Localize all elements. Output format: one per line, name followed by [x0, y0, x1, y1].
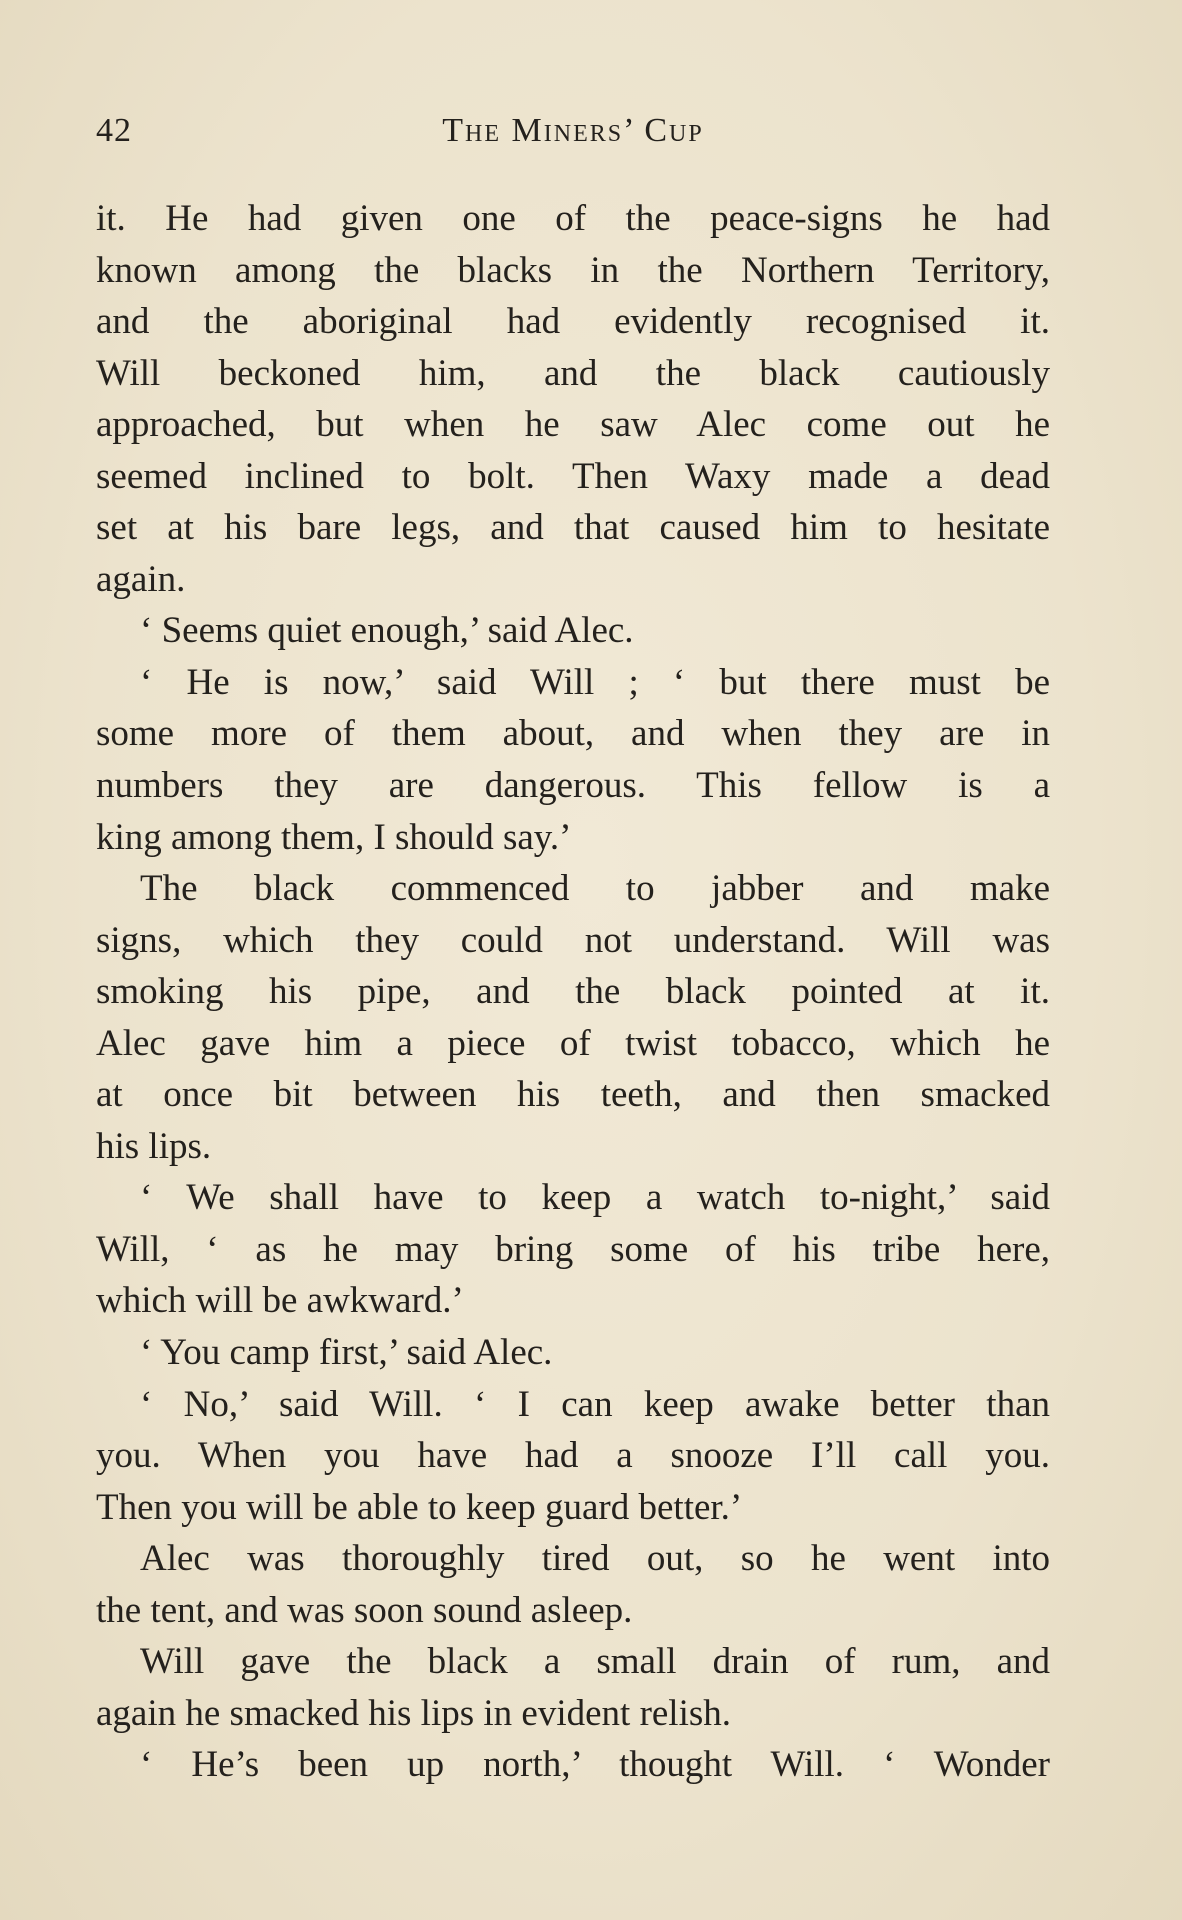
text-line: it. He had given one of the peace-signs he had	[96, 198, 1050, 239]
text-line: The black commenced to jabber and make	[140, 868, 1050, 910]
page-header	[96, 112, 1050, 158]
text-line: Will gave the black a small drain of rum, and	[140, 1641, 1050, 1683]
text-line: ‘ He’s been up north,’ thought Will. ‘ Wonder	[140, 1744, 1050, 1786]
text-line: his lips.	[96, 1125, 212, 1167]
text-line: approached, but when he saw Alec come out he	[96, 404, 1050, 446]
text-line: smoking his pipe, and the black pointed at it.	[96, 971, 1050, 1013]
text-line: at once bit between his teeth, and then smacked	[96, 1074, 1050, 1116]
text-line: Will, ‘ as he may bring some of his tribe here,	[96, 1228, 1050, 1270]
body-text	[96, 193, 1050, 1791]
text-line: ‘ He is now,’ said Will ; ‘ but there must be	[140, 661, 1050, 703]
text-line: ‘ You camp first,’ said Alec.	[140, 1332, 553, 1374]
text-line: set at his bare legs, and that caused him to hesitate	[96, 507, 1050, 549]
page-number: 42	[96, 112, 132, 149]
text-line: you. When you have had a snooze I’ll call you.	[96, 1435, 1050, 1477]
text-line: again.	[96, 558, 186, 600]
text-line: numbers they are dangerous. This fellow is a	[96, 765, 1050, 807]
text-line: the tent, and was soon sound asleep.	[96, 1589, 633, 1631]
text-line: again he smacked his lips in evident relish.	[96, 1692, 732, 1734]
text-line: ‘ We shall have to keep a watch to-night,’ said	[140, 1177, 1050, 1219]
text-line: king among them, I should say.’	[96, 816, 572, 858]
text-line: Alec gave him a piece of twist tobacco, which he	[96, 1022, 1050, 1064]
text-line: and the aboriginal had evidently recognised it.	[96, 301, 1050, 343]
text-line: Then you will be able to keep guard better.’	[96, 1486, 743, 1528]
text-line: ‘ Seems quiet enough,’ said Alec.	[140, 610, 634, 652]
text-line: seemed inclined to bolt. Then Waxy made a dead	[96, 455, 1050, 497]
text-line: some more of them about, and when they are in	[96, 713, 1050, 755]
text-line: Will beckoned him, and the black cautiously	[96, 352, 1050, 394]
text-line: ‘ No,’ said Will. ‘ I can keep awake better than	[140, 1383, 1050, 1425]
running-title: The Miners’ Cup	[442, 112, 704, 149]
text-line: signs, which they could not understand. Will was	[96, 919, 1050, 961]
text-line: known among the blacks in the Northern Territory,	[96, 249, 1050, 291]
text-line: which will be awkward.’	[96, 1280, 464, 1322]
text-line: Alec was thoroughly tired out, so he went into	[140, 1538, 1050, 1580]
